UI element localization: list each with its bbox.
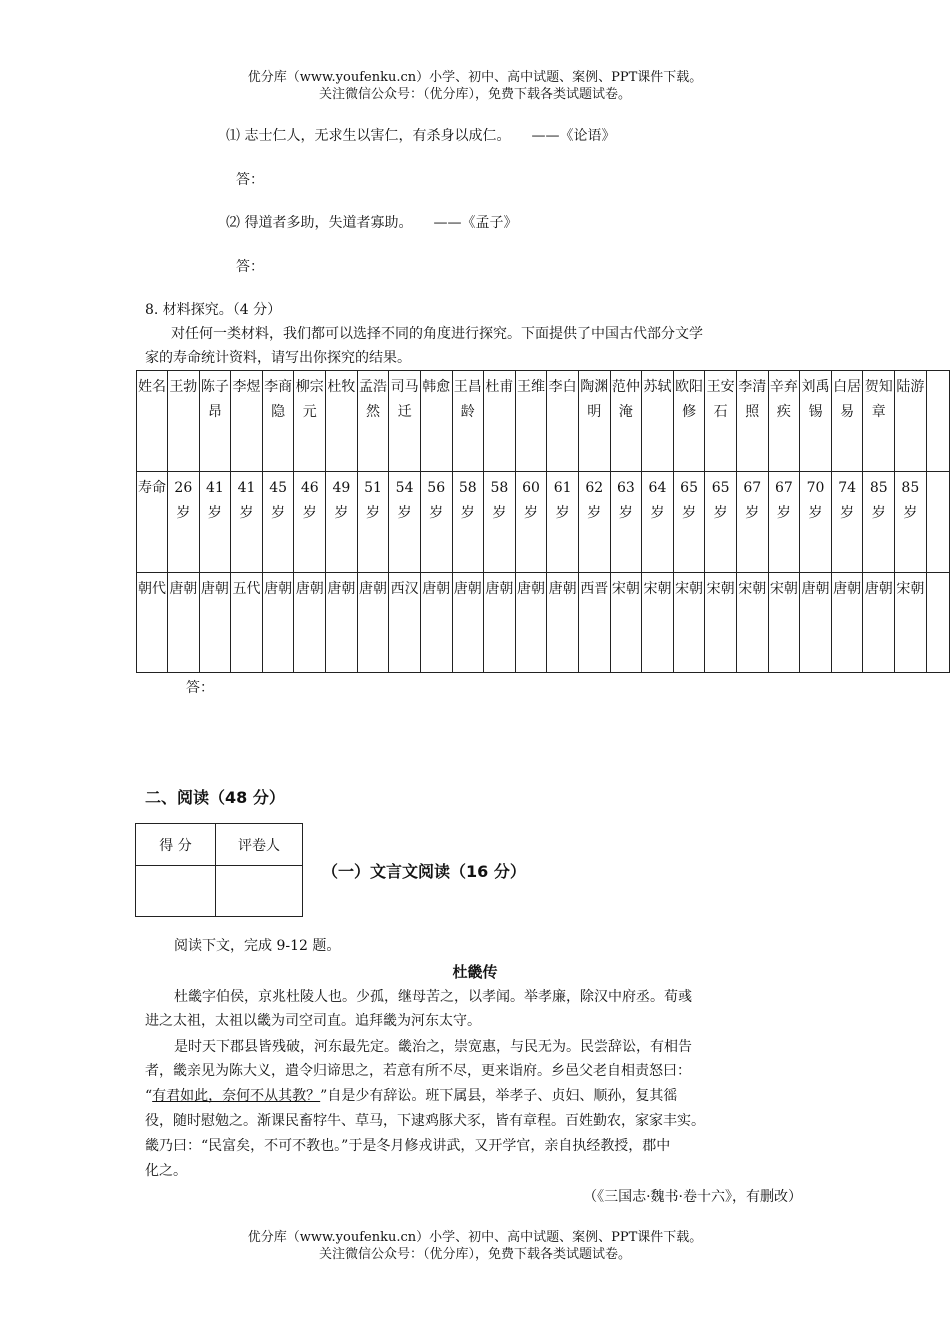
age-cell: 70岁	[800, 472, 832, 573]
passage-p2-line3-rest: ”自是少有辞讼。班下属县，举孝子、贞妇、顺孙，复其徭	[320, 1088, 678, 1104]
page-footer-line2: 关注微信公众号：（优分库），免费下载各类试题试卷。	[318, 1247, 631, 1262]
age-cell: 62岁	[578, 472, 610, 573]
q7-answer-1: 答：	[236, 172, 264, 188]
empty-cell	[926, 573, 949, 673]
dynasty-cell: 唐朝	[357, 573, 389, 673]
age-cell: 41岁	[231, 472, 263, 573]
dynasty-cell: 宋朝	[895, 573, 927, 673]
age-cell: 58岁	[452, 472, 484, 573]
dynasty-cell: 唐朝	[168, 573, 200, 673]
passage-title: 杜畿传	[452, 963, 498, 981]
empty-cell	[926, 472, 949, 573]
name-cell: 李商隐	[262, 371, 294, 472]
subsection-title: （一）文言文阅读（16 分）	[322, 862, 526, 881]
grader-input[interactable]	[216, 866, 303, 917]
name-cell: 柳宗元	[294, 371, 326, 472]
name-cell: 王昌龄	[452, 371, 484, 472]
name-cell: 范仲淹	[610, 371, 642, 472]
age-cell: 61岁	[547, 472, 579, 573]
q7-item-2: ⑵ 得道者多助，失道者寡助。 ——《孟子》	[226, 215, 518, 231]
age-cell: 60岁	[515, 472, 547, 573]
row-header-age: 寿命	[137, 472, 168, 573]
name-cell: 刘禹锡	[800, 371, 832, 472]
dynasty-cell: 唐朝	[547, 573, 579, 673]
name-cell: 贺知章	[863, 371, 895, 472]
age-cell: 85岁	[895, 472, 927, 573]
table-row-dynasties	[137, 573, 950, 673]
name-cell: 王维	[515, 371, 547, 472]
page-header-line2: 关注微信公众号：（优分库），免费下载各类试题试卷。	[318, 87, 631, 102]
dynasty-cell: 宋朝	[705, 573, 737, 673]
dynasty-cell: 唐朝	[262, 573, 294, 673]
age-cell: 46岁	[294, 472, 326, 573]
dynasty-cell: 唐朝	[863, 573, 895, 673]
dynasty-cell: 唐朝	[420, 573, 452, 673]
passage-p1-line2: 进之太祖，太祖以畿为司空司直。追拜畿为河东太守。	[145, 1013, 481, 1029]
dynasty-cell: 宋朝	[768, 573, 800, 673]
name-cell: 司马迁	[389, 371, 421, 472]
dynasty-cell: 唐朝	[294, 573, 326, 673]
page-footer-line1: 优分库（www.youfenku.cn）小学、初中、高中试题、案例、PPT课件下载。	[247, 1230, 703, 1245]
passage-source: （《三国志·魏书·卷十六》，有删改）	[583, 1189, 802, 1205]
age-cell: 41岁	[199, 472, 231, 573]
name-cell: 韩愈	[420, 371, 452, 472]
name-cell: 王勃	[168, 371, 200, 472]
age-cell: 65岁	[673, 472, 705, 573]
dynasty-cell: 宋朝	[610, 573, 642, 673]
lifespan-table	[136, 370, 950, 673]
name-cell: 李煜	[231, 371, 263, 472]
name-cell: 陆游	[895, 371, 927, 472]
passage-p2-line1: 是时天下郡县皆残破，河东最先定。畿治之，崇宽惠，与民无为。民尝辞讼，有相告	[174, 1039, 692, 1055]
name-cell: 白居易	[831, 371, 863, 472]
passage-p2-line5: 畿乃曰：“民富矣，不可不教也。”于是冬月修戎讲武，又开学官，亲自执经教授，郡中	[145, 1138, 671, 1154]
age-cell: 64岁	[642, 472, 674, 573]
age-cell: 85岁	[863, 472, 895, 573]
dynasty-cell: 唐朝	[800, 573, 832, 673]
table-row-names	[137, 371, 950, 472]
name-cell: 杜甫	[484, 371, 516, 472]
age-cell: 26岁	[168, 472, 200, 573]
name-cell: 陶渊明	[578, 371, 610, 472]
q8-desc-line1: 对任何一类材料，我们都可以选择不同的角度进行探究。下面提供了中国古代部分文学	[171, 326, 703, 342]
row-header-dynasty: 朝代	[137, 573, 168, 673]
passage-p2-line2: 者，畿亲见为陈大义，遣令归谛思之，若意有所不尽，更来诣府。乡邑父老自相责怒曰：	[145, 1063, 691, 1079]
name-cell: 欧阳修	[673, 371, 705, 472]
table-row-ages	[137, 472, 950, 573]
age-cell: 58岁	[484, 472, 516, 573]
quote-open: “	[145, 1088, 153, 1104]
dynasty-cell: 宋朝	[736, 573, 768, 673]
passage-p2-line6: 化之。	[145, 1163, 187, 1179]
name-cell: 李白	[547, 371, 579, 472]
age-cell: 74岁	[831, 472, 863, 573]
dynasty-cell: 西汉	[389, 573, 421, 673]
dynasty-cell: 唐朝	[831, 573, 863, 673]
age-cell: 49岁	[326, 472, 358, 573]
dynasty-cell: 唐朝	[326, 573, 358, 673]
age-cell: 67岁	[768, 472, 800, 573]
q7-answer-2: 答：	[236, 259, 264, 275]
section-title: 二、阅读（48 分）	[145, 788, 285, 807]
name-cell: 孟浩然	[357, 371, 389, 472]
score-table	[135, 823, 303, 917]
q8-title: 8. 材料探究。（4 分）	[145, 302, 282, 318]
dynasty-cell: 西晋	[578, 573, 610, 673]
name-cell: 辛弃疾	[768, 371, 800, 472]
name-cell: 苏轼	[642, 371, 674, 472]
score-input[interactable]	[136, 866, 216, 917]
name-cell: 王安石	[705, 371, 737, 472]
dynasty-cell: 五代	[231, 573, 263, 673]
dynasty-cell: 唐朝	[484, 573, 516, 673]
passage-p1-line1: 杜畿字伯侯，京兆杜陵人也。少孤，继母苦之，以孝闻。举孝廉，除汉中府丞。荀彧	[174, 989, 692, 1005]
name-cell: 李清照	[736, 371, 768, 472]
page-header-line1: 优分库（www.youfenku.cn）小学、初中、高中试题、案例、PPT课件下载。	[247, 70, 703, 85]
age-cell: 45岁	[262, 472, 294, 573]
dynasty-cell: 宋朝	[642, 573, 674, 673]
name-cell: 杜牧	[326, 371, 358, 472]
dynasty-cell: 唐朝	[452, 573, 484, 673]
passage-p2-line4: 役，随时慰勉之。渐课民畜牸牛、草马，下逮鸡豚犬豕，皆有章程。百姓勤农，家家丰实。	[145, 1113, 705, 1129]
grader-label: 评卷人	[216, 824, 303, 866]
q8-desc-line2: 家的寿命统计资料，请写出你探究的结果。	[145, 350, 411, 366]
dynasty-cell: 宋朝	[673, 573, 705, 673]
q8-answer: 答：	[186, 680, 214, 696]
age-cell: 63岁	[610, 472, 642, 573]
underlined-sentence: 有君如此，奈何不从其教？	[152, 1088, 321, 1104]
age-cell: 56岁	[420, 472, 452, 573]
age-cell: 67岁	[736, 472, 768, 573]
name-cell: 陈子昂	[199, 371, 231, 472]
age-cell: 51岁	[357, 472, 389, 573]
age-cell: 54岁	[389, 472, 421, 573]
score-label: 得 分	[136, 824, 216, 866]
passage-p2-line3	[145, 1084, 677, 1108]
reading-instruction: 阅读下文，完成 9-12 题。	[174, 938, 341, 954]
age-cell: 65岁	[705, 472, 737, 573]
empty-cell	[926, 371, 949, 472]
row-header-name: 姓名	[137, 371, 168, 472]
dynasty-cell: 唐朝	[199, 573, 231, 673]
q7-item-1: ⑴ 志士仁人，无求生以害仁，有杀身以成仁。 ——《论语》	[226, 128, 616, 144]
dynasty-cell: 唐朝	[515, 573, 547, 673]
